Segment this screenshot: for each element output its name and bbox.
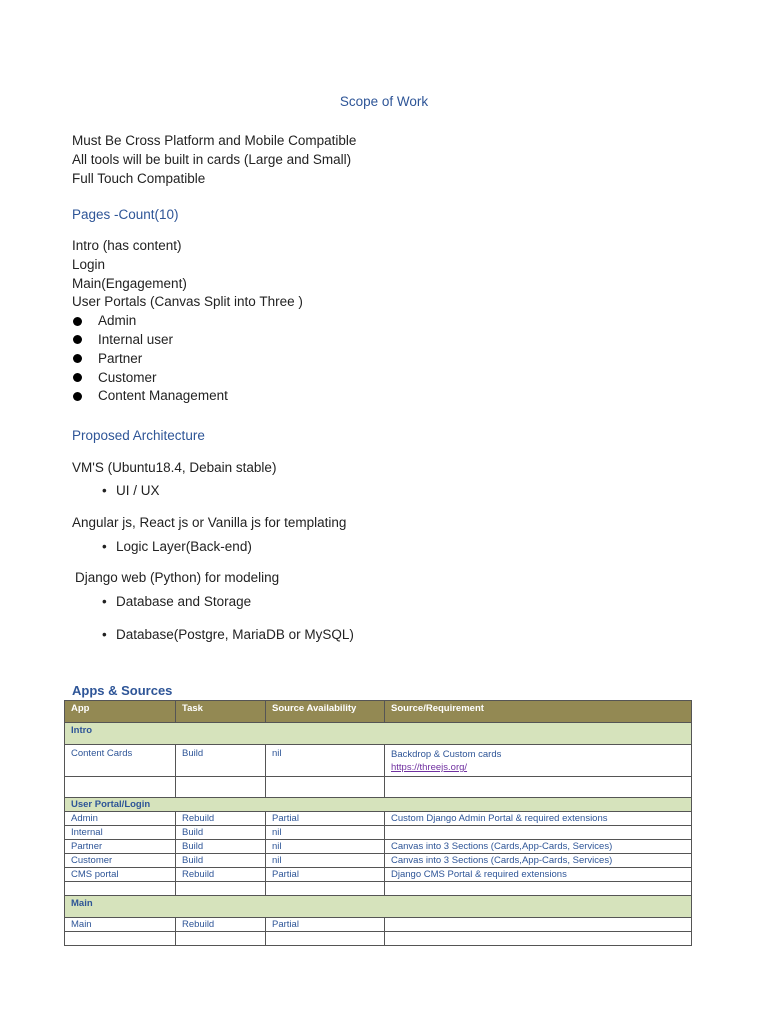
threejs-link[interactable]: https://threejs.org/ [391, 762, 468, 773]
requirement-line: All tools will be built in cards (Large and Small) [72, 152, 352, 167]
table-row [65, 812, 692, 826]
page-line: Main(Engagement) [72, 275, 187, 291]
cell-availability: nil [266, 840, 385, 854]
cell-requirement [385, 826, 692, 840]
table-header-row [65, 701, 692, 723]
bullet-item: Content Management [72, 387, 303, 406]
templating-line: Angular js, React js or Vanilla js for templating [72, 515, 347, 530]
section-row-main [65, 896, 692, 918]
cell-task: Rebuild [176, 918, 266, 932]
table-row [65, 854, 692, 868]
table-row [65, 840, 692, 854]
section-label: Intro [65, 723, 692, 745]
section-label: User Portal/Login [65, 798, 692, 812]
vms-line: VM'S (Ubuntu18.4, Debain stable) [72, 460, 277, 475]
table-row [65, 745, 692, 777]
cell-task: Rebuild [176, 868, 266, 882]
cell-requirement [385, 918, 692, 932]
cell-availability: nil [266, 854, 385, 868]
cell-availability: Partial [266, 918, 385, 932]
table-row [65, 826, 692, 840]
cell-app: Partner [65, 840, 176, 854]
table-row [65, 918, 692, 932]
cell-requirement [385, 745, 692, 777]
requirement-line: Must Be Cross Platform and Mobile Compatible [72, 133, 357, 148]
cell-task: Build [176, 854, 266, 868]
table-row [65, 868, 692, 882]
cell-requirement: Django CMS Portal & required extensions [385, 868, 692, 882]
empty-row [65, 882, 692, 896]
database-bullet: • Database(Postgre, MariaDB or MySQL) [116, 627, 354, 642]
pages-heading: Pages -Count(10) [72, 207, 179, 222]
document-title: Scope of Work [339, 94, 429, 109]
page-line: Intro (has content) [72, 238, 182, 253]
empty-row [65, 932, 692, 946]
bullet-item: Internal user [72, 331, 303, 350]
architecture-heading: Proposed Architecture [72, 428, 205, 443]
column-header: Task [176, 701, 266, 723]
section-row-user-portal [65, 798, 692, 812]
bullet-item: Admin [72, 312, 303, 331]
cell-availability: nil [266, 826, 385, 840]
section-label: Main [65, 896, 692, 918]
page-line: Login [72, 256, 106, 272]
cell-task: Build [176, 840, 266, 854]
requirement-line: Full Touch Compatible [72, 171, 206, 186]
bullet-item: Customer [72, 369, 303, 388]
logic-bullet: • Logic Layer(Back-end) [116, 539, 252, 554]
apps-heading: Apps & Sources [72, 683, 173, 698]
page-line: User Portals (Canvas Split into Three ) [72, 294, 303, 310]
column-header: Source/Requirement [385, 701, 692, 723]
ui-bullet: • UI / UX [116, 483, 160, 498]
cell-requirement: Custom Django Admin Portal & required extensions [385, 812, 692, 826]
cell-task: Build [176, 745, 266, 777]
column-header: Source Availability [266, 701, 385, 723]
cell-availability: nil [266, 745, 385, 777]
django-line: Django web (Python) for modeling [75, 570, 280, 585]
column-header: App [65, 701, 176, 723]
bullet-item: Partner [72, 350, 303, 369]
cell-requirement: Canvas into 3 Sections (Cards,App-Cards, Services) [385, 840, 692, 854]
cell-app: Customer [65, 854, 176, 868]
cell-availability: Partial [266, 812, 385, 826]
cell-task: Rebuild [176, 812, 266, 826]
cell-app: Internal [65, 826, 176, 840]
cell-app: CMS portal [65, 868, 176, 882]
cell-availability: Partial [266, 868, 385, 882]
cell-task: Build [176, 826, 266, 840]
requirements-list [72, 131, 356, 188]
cell-app: Content Cards [65, 745, 176, 777]
empty-row [65, 777, 692, 798]
portal-bullet-list [72, 312, 303, 406]
cell-app: Admin [65, 812, 176, 826]
requirement-text: Backdrop & Custom cards [391, 749, 502, 760]
apps-sources-table [64, 700, 692, 946]
pages-list [72, 237, 303, 406]
db-storage-bullet: • Database and Storage [116, 594, 251, 609]
cell-requirement: Canvas into 3 Sections (Cards,App-Cards, Services) [385, 854, 692, 868]
cell-app: Main [65, 918, 176, 932]
section-row-intro [65, 723, 692, 745]
